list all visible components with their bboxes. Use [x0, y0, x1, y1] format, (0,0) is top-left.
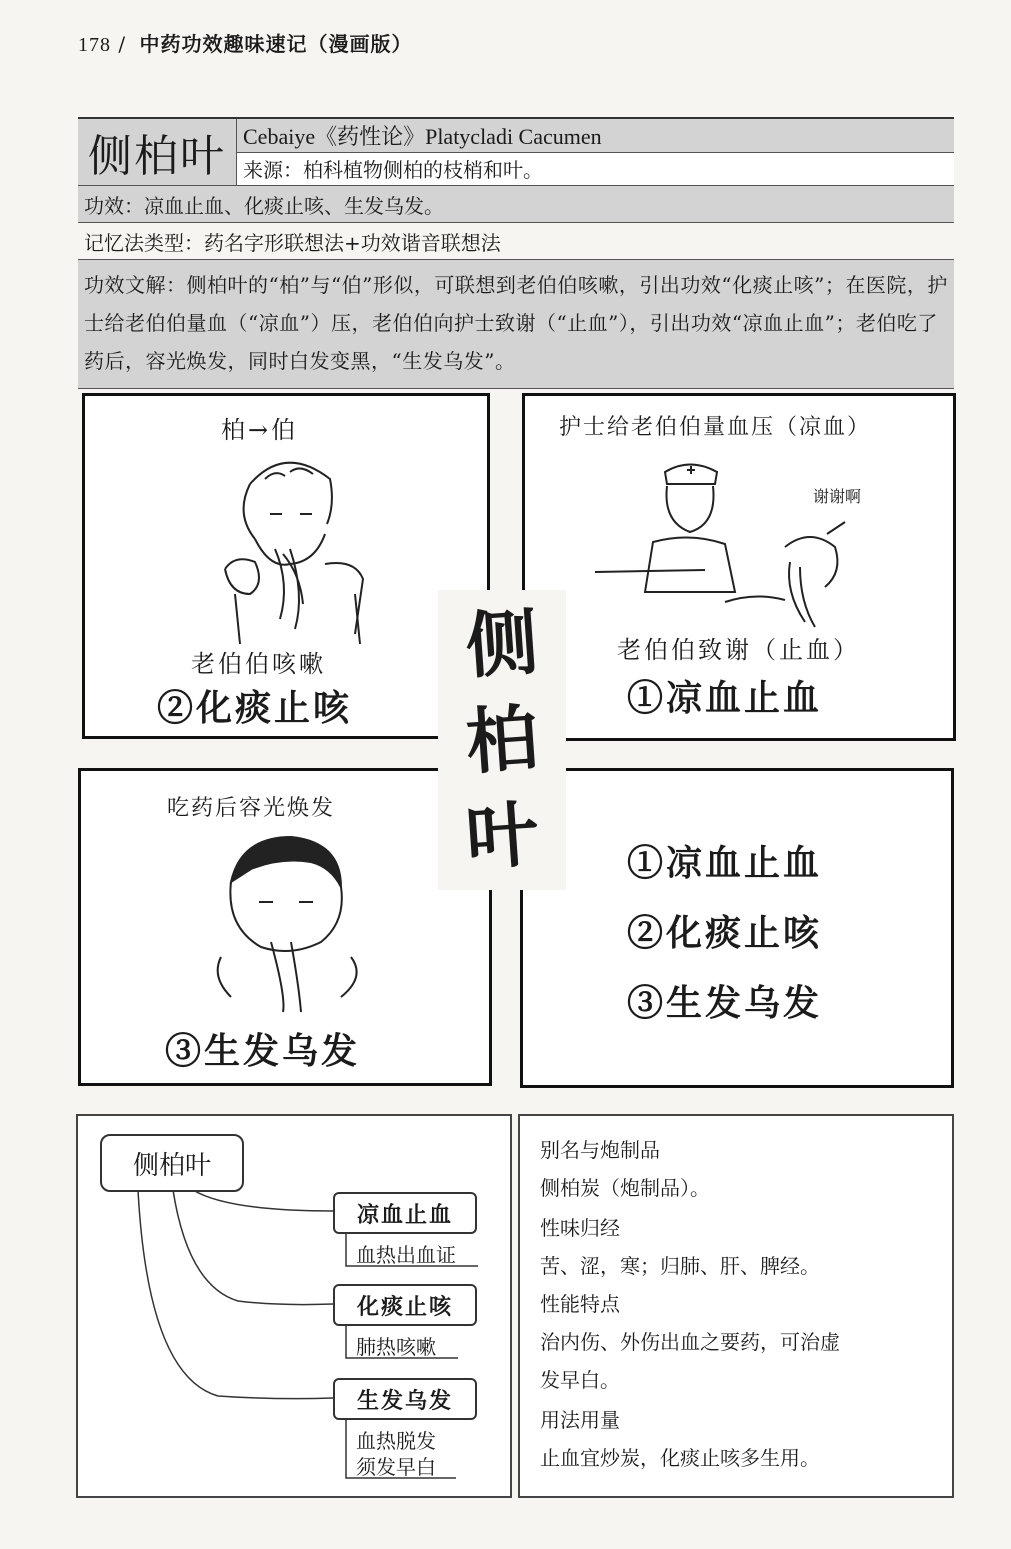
panel3-top-text: 吃药后容光焕发 [167, 796, 336, 821]
panel2-top-text: 护士给老伯伯量血压（凉血） [559, 415, 872, 440]
panel2-bottom-text: ①凉血止血 [627, 677, 823, 719]
taste-heading: 性味归经 [540, 1218, 620, 1240]
center-title-char-1: 侧 [463, 598, 541, 689]
comic-panel-1 [82, 393, 490, 739]
taste-text: 苦、涩，寒；归肺、肝、脾经。 [540, 1254, 820, 1278]
memory-type-row: 记忆法类型：药名字形联想法+功效谐音联想法 [78, 223, 954, 260]
efficacy-row: 功效：凉血止血、化痰止咳、生发乌发。 [78, 186, 954, 223]
mindmap-branch-1-sub-1: 血热出血证 [356, 1243, 456, 1267]
panel1-bottom-text: ②化痰止咳 [157, 687, 353, 729]
mindmap-box [76, 1114, 512, 1498]
panel2-speech-text: 谢谢啊 [813, 487, 862, 506]
panel1-top-text: 柏→伯 [221, 416, 299, 444]
mindmap-root: 侧柏叶 [100, 1134, 244, 1192]
usage-heading: 用法用量 [540, 1410, 620, 1432]
name-row [78, 119, 954, 186]
mindmap-branch-2: 化痰止咳 [333, 1284, 477, 1326]
mindmap-branch-3: 生发乌发 [333, 1378, 477, 1420]
alias-text: 侧柏炭（炮制品）。 [540, 1176, 710, 1200]
comic-panel-2 [522, 393, 956, 741]
mindmap-branch-2-sub-1: 肺热咳嗽 [356, 1335, 436, 1359]
panel1-mid-text: 老伯伯咳嗽 [191, 650, 326, 678]
mindmap-branch-1: 凉血止血 [333, 1192, 477, 1234]
old-man-coughing-illustration [195, 444, 395, 644]
mindmap-branch-3-sub-1: 血热脱发 [356, 1429, 436, 1453]
center-title-char-2: 柏 [463, 694, 541, 785]
feature-text-line-1: 治内伤、外伤出血之要药，可治虚 [540, 1330, 840, 1354]
nurse-and-old-man-illustration [585, 452, 885, 632]
center-title-char-3: 叶 [463, 790, 541, 881]
latin-name: Cebaiye《药性论》Platycladi Cacumen [237, 119, 954, 153]
panel4-line-3: ③生发乌发 [627, 982, 823, 1024]
header-separator: / [118, 32, 127, 56]
usage-text: 止血宜炒炭，化痰止咳多生用。 [540, 1446, 820, 1470]
feature-text-line-2: 发早白。 [540, 1368, 620, 1392]
comic-panel-4 [520, 768, 954, 1088]
comic-panel-3 [78, 768, 492, 1086]
mindmap-branch-3-sub-2: 须发早白 [356, 1455, 436, 1479]
source-text: 来源：柏科植物侧柏的枝梢和叶。 [237, 153, 954, 186]
page-header [78, 28, 412, 57]
page-number: 178 [78, 34, 111, 56]
panel4-line-1: ①凉血止血 [627, 842, 823, 884]
panel3-bottom-text: ③生发乌发 [165, 1030, 361, 1072]
panel2-mid-text: 老伯伯致谢（止血） [617, 636, 860, 664]
feature-heading: 性能特点 [540, 1294, 620, 1316]
explanation-row: 功效文解：侧柏叶的“柏”与“伯”形似，可联想到老伯伯咳嗽，引出功效“化痰止咳”；在医院，护士给老伯伯量血（“凉血”）压，老伯伯向护士致谢（“止血”），引出功效“凉血止血”；老伯吃了药后，容光焕发，同时白发变黑，“生发乌发”。 [78, 260, 954, 389]
herb-name: 侧柏叶 [78, 119, 237, 185]
comic-center-title [438, 590, 566, 890]
panel4-line-2: ②化痰止咳 [627, 912, 823, 954]
info-table [78, 117, 954, 389]
rejuvenated-old-man-illustration [191, 827, 381, 1017]
book-title: 中药功效趣味速记（漫画版） [139, 32, 413, 56]
alias-heading: 别名与炮制品 [540, 1140, 660, 1162]
herb-info-box [518, 1114, 954, 1498]
